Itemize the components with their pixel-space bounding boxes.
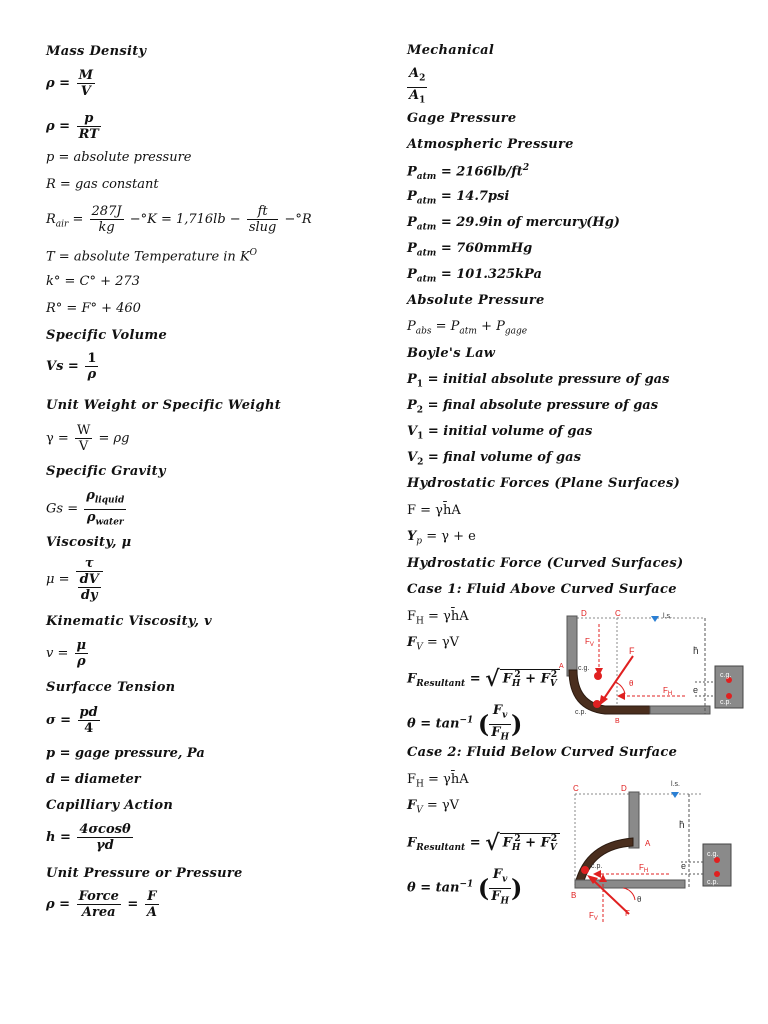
svg-text:B: B xyxy=(615,718,620,725)
eq-fresultant-1: $F_{Resultant}$ = √ $F_H^2 + F_V^2$ xyxy=(407,666,560,692)
eq-patm-2: $P_{atm} = 14.7psi$ xyxy=(407,189,510,207)
svg-text:l.s.: l.s. xyxy=(671,781,680,788)
eq-patm-1: $P_{atm} = 2166lb/ft^2$ xyxy=(407,163,530,182)
def-diameter: d = diameter xyxy=(46,772,141,787)
heading-unit-weight: Unit Weight or Specific Weight xyxy=(46,398,281,413)
def-t: T = absolute Temperature in $K^O$ xyxy=(46,248,258,265)
eq-fh-2: $F_H$ = γh̄A xyxy=(407,772,469,790)
def-p1: $P_1$ = initial absolute pressure of gas xyxy=(407,372,670,390)
svg-text:h̄: h̄ xyxy=(679,820,685,831)
eq-pabs: $P_{abs} = P_{atm} + P_{gage}$ xyxy=(407,319,528,337)
eq-capillary: h = $\frac{4\sigma\cos\theta}{\gamma d}$ xyxy=(46,822,131,853)
def-r: R = gas constant xyxy=(46,177,159,192)
def-v1: $V_1$ = initial volume of gas xyxy=(407,424,593,442)
fh-arrow-icon xyxy=(593,870,601,878)
heading-gage-pressure: Gage Pressure xyxy=(407,111,517,126)
heading-specific-volume: Specific Volume xyxy=(46,328,168,343)
def-v2: $V_2$ = final volume of gas xyxy=(407,450,581,468)
def-p2: $P_2$ = final absolute pressure of gas xyxy=(407,398,659,416)
eq-theta-2: $\theta = \tan^{-1}$ ( $\frac{F_v}{F_H}$ ) xyxy=(407,867,523,907)
svg-text:c.p.: c.p. xyxy=(707,879,719,886)
fraction-p-over-rt: $\frac{p}{RT}$ xyxy=(78,111,99,142)
svg-text:FV: $F_V$ xyxy=(585,637,594,648)
svg-text:A: A xyxy=(645,839,651,848)
cp-dot xyxy=(593,700,601,708)
def-p: p = absolute pressure xyxy=(46,150,192,165)
eq-patm-3: $P_{atm} = 29.9in$ of mercury(Hg) xyxy=(407,215,620,233)
eq-v: v = $\frac{\mu}{\rho}$ xyxy=(46,638,87,669)
svg-text:D: D xyxy=(581,610,587,618)
svg-text:e: e xyxy=(693,685,699,695)
base-plate xyxy=(650,706,710,714)
cp-dot xyxy=(581,866,589,874)
free-surface-marker-icon xyxy=(671,792,679,798)
eq-fresultant-2: $F_{Resultant}$ = √ $F_H^2 + F_V^2$ xyxy=(407,830,560,856)
heading-viscosity: Viscosity, μ xyxy=(46,535,132,550)
curved-surface xyxy=(569,670,655,714)
figure-case-1 xyxy=(555,610,745,730)
heading-mechanical: Mechanical xyxy=(407,43,495,58)
free-surface-marker-icon xyxy=(651,616,659,622)
eq-f-plane: F = γh̄A xyxy=(407,503,461,518)
eq-r-air: $R_{air}$ = $\frac{287J}{kg}$ −°K = 1,716lb − $\frac{ft}{\text{slug}}$ −°R xyxy=(46,204,312,235)
svg-text:A: A xyxy=(559,663,564,670)
eq-yp: $Y_p = \gamma + e$ xyxy=(407,529,476,547)
fraction-m-over-v: $\frac{M}{V}$ xyxy=(78,68,93,99)
eq-vs: Vs = $\frac{1}{\rho}$ xyxy=(46,351,97,382)
heading-boyles-law: Boyle's Law xyxy=(407,346,496,361)
eq-pressure: ρ = $\frac{\text{Force}}{\text{Area}}$ = $\frac{F}{A}$ xyxy=(46,889,157,920)
eq-kelvin: k° = C° + 273 xyxy=(46,274,140,289)
svg-text:l.s.: l.s. xyxy=(663,613,672,620)
svg-text:θ: θ xyxy=(629,679,634,688)
heading-hydro-plane: Hydrostatic Forces (Plane Surfaces) xyxy=(407,476,681,491)
wall xyxy=(567,616,577,676)
figure-case-2 xyxy=(563,776,743,926)
heading-hydro-curved: Hydrostatic Force (Curved Surfaces) xyxy=(407,556,684,571)
heading-atmospheric-pressure: Atmospheric Pressure xyxy=(407,137,574,152)
cg-dot xyxy=(594,672,602,680)
svg-text:C: C xyxy=(573,784,579,793)
svg-text:c.g.: c.g. xyxy=(578,665,590,672)
eq-rankine: R° = F° + 460 xyxy=(46,301,141,316)
heading-kinematic-viscosity: Kinematic Viscosity, v xyxy=(46,614,213,629)
svg-text:FH: $F_H$ xyxy=(639,863,649,874)
heading-absolute-pressure: Absolute Pressure xyxy=(407,293,545,308)
svg-text:FH: $F_H$ xyxy=(663,686,673,697)
eq-density-prt: ρ = $\frac{p}{RT}$ xyxy=(46,111,99,142)
svg-text:F: F xyxy=(625,909,630,918)
svg-text:e: e xyxy=(681,861,687,871)
svg-text:c.p.: c.p. xyxy=(720,699,732,706)
eq-density-mv: ρ = $\frac{M}{V}$ xyxy=(46,68,93,99)
svg-text:D: D xyxy=(621,784,627,793)
def-gage-pressure: p = gage pressure, Pa xyxy=(46,746,205,761)
fh-arrow-icon xyxy=(617,692,625,700)
eq-fv-2: $F_V = \gamma V$ xyxy=(407,798,460,816)
svg-text:FV: $F_V$ xyxy=(589,911,598,922)
eq-theta-1: $\theta = \tan^{-1}$ ( $\frac{F_v}{F_H}$ ) xyxy=(407,703,523,743)
heading-specific-gravity: Specific Gravity xyxy=(46,464,166,479)
svg-text:B: B xyxy=(571,891,577,900)
svg-text:θ: θ xyxy=(637,895,642,904)
eq-sigma: σ = $\frac{pd}{4}$ xyxy=(46,705,98,736)
svg-text:C: C xyxy=(615,610,621,618)
heading-case-2: Case 2: Fluid Below Curved Surface xyxy=(407,745,678,760)
svg-text:h̄: h̄ xyxy=(693,646,699,657)
heading-surface-tension: Surfacce Tension xyxy=(46,680,176,695)
svg-text:c.g.: c.g. xyxy=(720,672,732,679)
svg-text:c.g.: c.g. xyxy=(707,851,719,858)
eq-patm-5: $P_{atm} = 101.325kPa$ xyxy=(407,267,542,285)
heading-mass-density: Mass Density xyxy=(46,44,147,59)
eq-area-ratio: $\frac{A_2}{A_1}$ xyxy=(409,66,426,106)
eq-gamma: γ = $\frac{W}{V}$ = ρg xyxy=(46,423,130,454)
heading-capillary-action: Capilliary Action xyxy=(46,798,174,813)
eq-fh-1: $F_H$ = γh̄A xyxy=(407,609,469,627)
eq-fv-1: $F_V = \gamma V$ xyxy=(407,635,460,653)
svg-text:F: F xyxy=(629,646,635,656)
eq-patm-4: $P_{atm}$ = 760mmHg xyxy=(407,241,533,259)
svg-text:c.p.: c.p. xyxy=(575,709,587,716)
svg-text:c.p.: c.p. xyxy=(591,863,603,870)
heading-case-1: Case 1: Fluid Above Curved Surface xyxy=(407,582,677,597)
eq-gs: Gs = $\frac{\rho_{liquid}}{\rho_{water}}$ xyxy=(46,488,125,528)
heading-unit-pressure: Unit Pressure or Pressure xyxy=(46,866,243,881)
eq-mu: μ = $\frac{\tau}{\frac{dV}{dy}}$ xyxy=(46,556,105,603)
